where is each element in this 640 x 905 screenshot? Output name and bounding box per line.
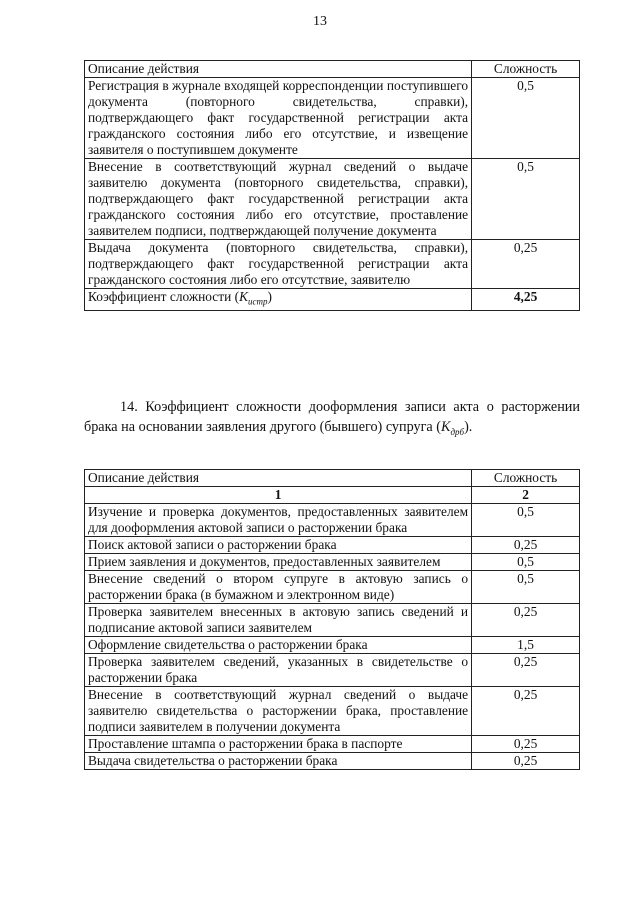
action-description: Оформление свидетельства о расторжении брака — [85, 637, 472, 654]
table-row — [85, 240, 580, 289]
total-label: Коэффициент сложности $(K_{истр})$ — [85, 289, 472, 311]
table-header-row — [85, 470, 580, 487]
complexity-value: 0,5 — [472, 159, 580, 240]
action-description: Внесение сведений о втором супруге в актовую запись о расторжении брака (в бумажном и электронном виде) — [85, 571, 472, 604]
column-number-1: 1 — [85, 487, 472, 504]
action-description: Внесение в соответствующий журнал сведений о выдаче заявителю свидетельства о расторжении брака, проставление подписи заявителем в получении документа — [85, 687, 472, 736]
header-description: Описание действия — [85, 470, 472, 487]
action-description: Проставление штампа о расторжении брака в паспорте — [85, 736, 472, 753]
complexity-value: 0,5 — [472, 78, 580, 159]
complexity-value: 0,25 — [472, 654, 580, 687]
action-description: Выдача свидетельства о расторжении брака — [85, 753, 472, 770]
column-number-2: 2 — [472, 487, 580, 504]
table-row — [85, 159, 580, 240]
section-14-paragraph: 14. Коэффициент сложности дооформления записи акта о расторжении брака на основании заявления другого (бывшего) супруга $(K_{дрб})$. — [84, 399, 580, 437]
table-row — [85, 504, 580, 537]
action-description: Внесение в соответствующий журнал сведений о выдаче заявителю документа (повторного свидетельства, справки), подтверждающего факт государственной регистрации акта гражданского состояния либо его отсутствие, проставление заявителем подписи, подтверждающей получение документа — [85, 159, 472, 240]
complexity-value: 0,25 — [472, 687, 580, 736]
complexity-value: 0,25 — [472, 753, 580, 770]
action-description: Проверка заявителем внесенных в актовую запись сведений и подписание актовой записи заявителем — [85, 604, 472, 637]
table-row — [85, 637, 580, 654]
total-value: 4,25 — [472, 289, 580, 311]
table-row — [85, 554, 580, 571]
table-row — [85, 537, 580, 554]
table-row — [85, 753, 580, 770]
action-description: Изучение и проверка документов, предоставленных заявителем для дооформления актовой записи о расторжении брака — [85, 504, 472, 537]
complexity-value: 0,5 — [472, 504, 580, 537]
complexity-value: 0,25 — [472, 240, 580, 289]
action-description: Регистрация в журнале входящей корреспонденции поступившего документа (повторного свидетельства, справки), подтверждающего факт государственной регистрации акта гражданского состояния либо его отсутствие, и извещение заявителя о поступившем документе — [85, 78, 472, 159]
action-description: Прием заявления и документов, предоставленных заявителем — [85, 554, 472, 571]
action-description: Проверка заявителем сведений, указанных в свидетельстве о расторжении брака — [85, 654, 472, 687]
total-row — [85, 289, 580, 311]
complexity-value: 0,25 — [472, 537, 580, 554]
complexity-value: 0,5 — [472, 571, 580, 604]
action-description: Поиск актовой записи о расторжении брака — [85, 537, 472, 554]
complexity-table-1 — [84, 60, 580, 311]
complexity-value: 1,5 — [472, 637, 580, 654]
header-complexity: Сложность — [472, 470, 580, 487]
table-row — [85, 78, 580, 159]
table-row — [85, 571, 580, 604]
table-row — [85, 736, 580, 753]
complexity-value: 0,5 — [472, 554, 580, 571]
complexity-value: 0,25 — [472, 604, 580, 637]
table-row — [85, 654, 580, 687]
complexity-value: 0,25 — [472, 736, 580, 753]
table-row — [85, 687, 580, 736]
column-numbering-row — [85, 487, 580, 504]
page-number: 13 — [313, 14, 327, 29]
header-description: Описание действия — [85, 61, 472, 78]
table-row — [85, 604, 580, 637]
action-description: Выдача документа (повторного свидетельства, справки), подтверждающего факт государственной регистрации акта гражданского состояния либо его отсутствие, заявителю — [85, 240, 472, 289]
complexity-table-2 — [84, 469, 580, 770]
header-complexity: Сложность — [472, 61, 580, 78]
table-header-row — [85, 61, 580, 78]
